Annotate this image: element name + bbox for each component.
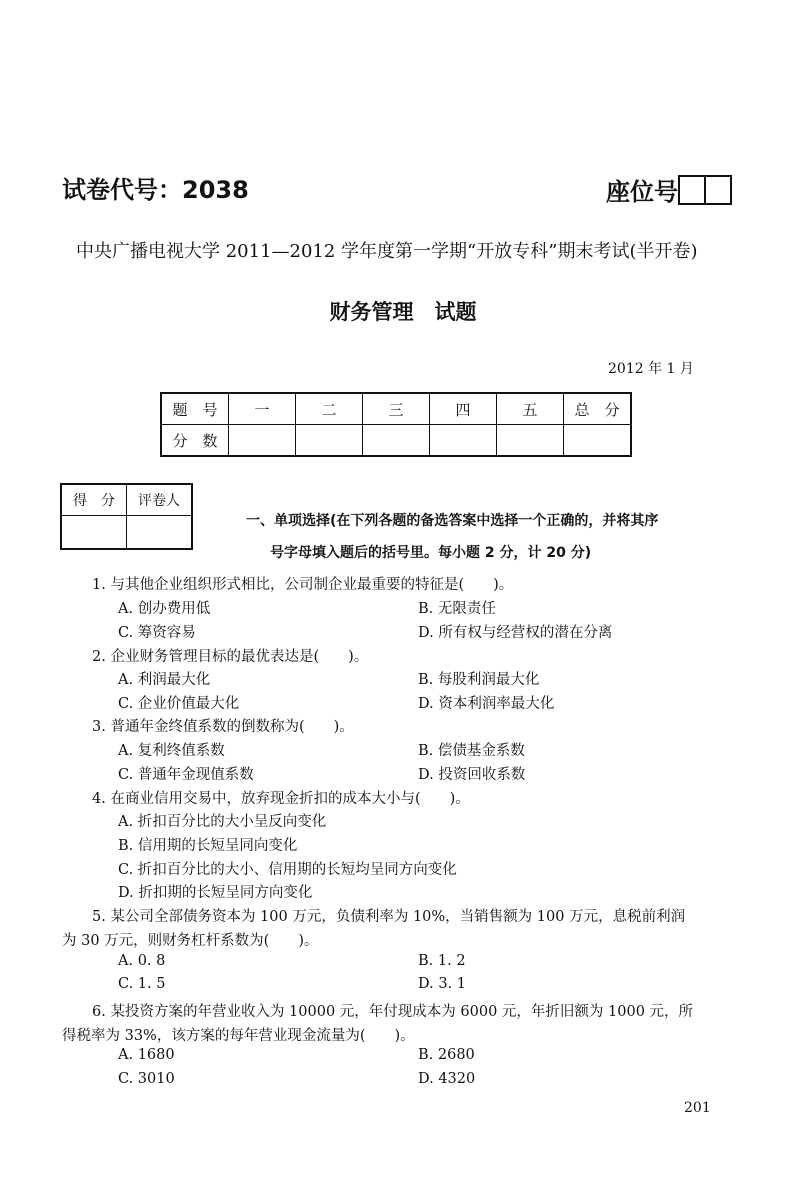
question-3-option-d: D. 投资回收系数 xyxy=(418,767,526,783)
question-3-option-a: A. 复利终值系数 xyxy=(118,743,225,759)
question-6-option-d: D. 4320 xyxy=(418,1071,476,1087)
section-heading-line1: 一、单项选择(在下列各题的备选答案中选择一个正确的，并将其序 xyxy=(246,513,659,529)
section-heading-line2: 号字母填入题后的括号里。每小题 2 分，计 20 分) xyxy=(270,545,592,561)
question-1-option-d: D. 所有权与经营权的潜在分离 xyxy=(418,625,613,641)
score-header-cell: 四 xyxy=(430,393,497,425)
question-4-option-d: D. 折扣期的长短呈同方向变化 xyxy=(118,885,313,901)
question-6-stem-line1: 6. 某投资方案的年营业收入为 10000 元，年付现成本为 6000 元，年折旧额为 1000 元，所 xyxy=(92,1004,694,1020)
score-header-cell: 二 xyxy=(296,393,363,425)
question-4-option-c: C. 折扣百分比的大小、信用期的长短均呈同方向变化 xyxy=(118,862,457,878)
question-5-option-d: D. 3. 1 xyxy=(418,976,466,992)
score-table xyxy=(160,392,632,457)
question-5-option-a: A. 0. 8 xyxy=(118,953,166,969)
question-2-option-b: B. 每股利润最大化 xyxy=(418,672,540,688)
subject-title: 财务管理 试题 xyxy=(329,300,477,324)
seat-label: 座位号 xyxy=(606,178,678,206)
score-row-label: 分 数 xyxy=(161,425,229,457)
question-4-stem: 4. 在商业信用交易中，放弃现金折扣的成本大小与( )。 xyxy=(92,791,470,807)
score-value-row xyxy=(161,425,631,457)
question-4-option-a: A. 折扣百分比的大小呈反向变化 xyxy=(118,814,327,830)
paper-code: 试卷代号：2038 xyxy=(62,176,249,204)
grader-score-cell xyxy=(61,516,127,550)
seat-number xyxy=(606,172,732,207)
question-3-option-b: B. 偿债基金系数 xyxy=(418,743,525,759)
score-header-cell: 总 分 xyxy=(564,393,632,425)
score-cell xyxy=(296,425,363,457)
score-header-cell: 题 号 xyxy=(161,393,229,425)
question-3-stem: 3. 普通年金终值系数的倒数称为( )。 xyxy=(92,719,354,735)
score-cell xyxy=(363,425,430,457)
question-5-stem-line2: 为 30 万元，则财务杠杆系数为( )。 xyxy=(62,933,319,949)
score-cell xyxy=(430,425,497,457)
question-6-option-c: C. 3010 xyxy=(118,1071,175,1087)
exam-date: 2012 年 1 月 xyxy=(608,361,694,377)
grader-name-label: 评卷人 xyxy=(127,484,193,516)
question-2-option-a: A. 利润最大化 xyxy=(118,672,211,688)
score-cell xyxy=(497,425,564,457)
question-1-option-b: B. 无限责任 xyxy=(418,601,496,617)
question-6-option-b: B. 2680 xyxy=(418,1047,475,1063)
question-4-option-b: B. 信用期的长短呈同向变化 xyxy=(118,838,298,854)
grader-score-label: 得 分 xyxy=(61,484,127,516)
question-6-option-a: A. 1680 xyxy=(118,1047,175,1063)
page-number: 201 xyxy=(684,1100,711,1116)
question-5-option-b: B. 1. 2 xyxy=(418,953,466,969)
question-2-stem: 2. 企业财务管理目标的最优表达是( )。 xyxy=(92,649,369,665)
question-3-option-c: C. 普通年金现值系数 xyxy=(118,767,254,783)
question-1-stem: 1. 与其他企业组织形式相比，公司制企业最重要的特征是( )。 xyxy=(92,577,514,593)
question-5-option-c: C. 1. 5 xyxy=(118,976,166,992)
question-6-stem-line2: 得税率为 33%，该方案的每年营业现金流量为( )。 xyxy=(62,1028,415,1044)
score-header-cell: 三 xyxy=(363,393,430,425)
seat-box xyxy=(678,175,732,205)
question-5-stem-line1: 5. 某公司全部债务资本为 100 万元，负债利率为 10%，当销售额为 100 万元，息税前利润 xyxy=(92,909,686,925)
question-2-option-c: C. 企业价值最大化 xyxy=(118,696,240,712)
question-2-option-d: D. 资本利润率最大化 xyxy=(418,696,555,712)
question-1-option-a: A. 创办费用低 xyxy=(118,601,211,617)
grader-name-cell xyxy=(127,516,193,550)
exam-title: 中央广播电视大学 2011—2012 学年度第一学期“开放专科”期末考试(半开卷) xyxy=(76,241,698,262)
score-cell xyxy=(229,425,296,457)
score-header-cell: 五 xyxy=(497,393,564,425)
score-header-row xyxy=(161,393,631,425)
score-cell xyxy=(564,425,632,457)
score-header-cell: 一 xyxy=(229,393,296,425)
question-1-option-c: C. 筹资容易 xyxy=(118,625,196,641)
grader-table xyxy=(60,483,193,550)
